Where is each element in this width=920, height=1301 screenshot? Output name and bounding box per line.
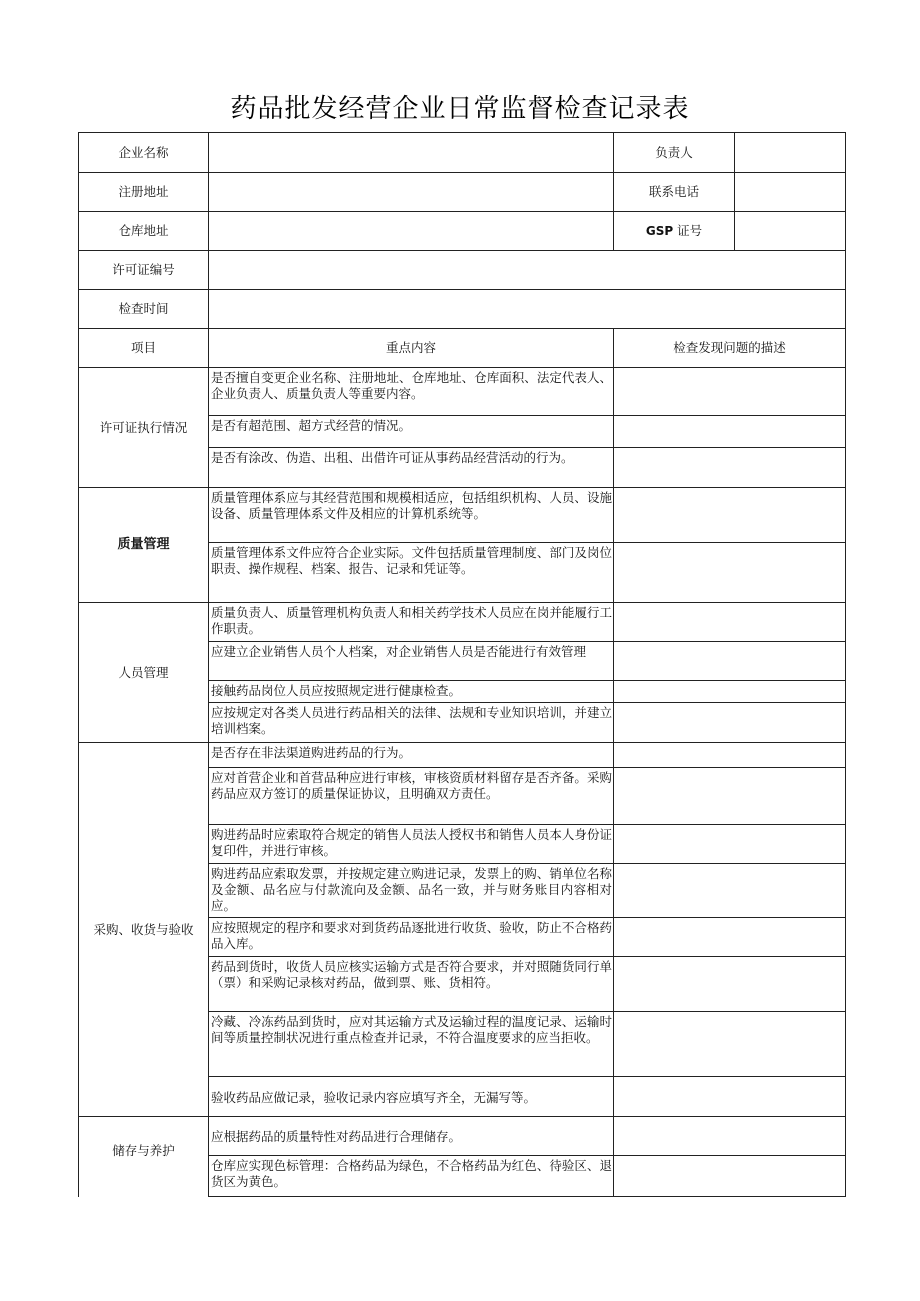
finding-field[interactable]	[614, 368, 846, 416]
check-item: 购进药品应索取发票，并按规定建立购进记录，发票上的购、销单位名称及金额、品名应与付款流向及金额、品名一致，并与财务账目内容相对应。	[209, 864, 614, 918]
company-name-field[interactable]	[209, 133, 614, 173]
finding-field[interactable]	[614, 603, 846, 642]
check-item: 应对首营企业和首营品种应进行审核，审核资质材料留存是否齐备。采购药品应双方签订的质量保证协议，且明确双方责任。	[209, 768, 614, 825]
check-item: 是否擅自变更企业名称、注册地址、仓库地址、仓库面积、法定代表人、企业负责人、质量负责人等重要内容。	[209, 368, 614, 416]
finding-field[interactable]	[614, 681, 846, 703]
category-personnel-management: 人员管理	[79, 603, 209, 743]
label-inspection-time: 检查时间	[79, 290, 209, 329]
finding-field[interactable]	[614, 825, 846, 864]
license-number-field[interactable]	[209, 251, 846, 290]
check-item: 质量管理体系文件应符合企业实际。文件包括质量管理制度、部门及岗位职责、操作规程、档案、报告、记录和凭证等。	[209, 543, 614, 603]
check-item: 应按照规定的程序和要求对到货药品逐批进行收货、验收，防止不合格药品入库。	[209, 918, 614, 957]
warehouse-address-field[interactable]	[209, 212, 614, 251]
category-purchasing-receiving: 采购、收货与验收	[79, 743, 209, 1117]
check-item: 接触药品岗位人员应按照规定进行健康检查。	[209, 681, 614, 703]
column-header-key-content: 重点内容	[209, 329, 614, 368]
label-company-name: 企业名称	[79, 133, 209, 173]
gsp-prefix: GSP	[645, 224, 674, 238]
label-phone: 联系电话	[614, 173, 735, 212]
finding-field[interactable]	[614, 703, 846, 743]
label-gsp-number	[614, 212, 735, 251]
check-item: 质量管理体系应与其经营范围和规模相适应，包括组织机构、人员、设施设备、质量管理体系文件及相应的计算机系统等。	[209, 488, 614, 543]
finding-field[interactable]	[614, 416, 846, 448]
document-title: 药品批发经营企业日常监督检查记录表	[230, 94, 690, 124]
finding-field[interactable]	[614, 743, 846, 768]
category-license-execution: 许可证执行情况	[79, 368, 209, 488]
check-item: 冷藏、冷冻药品到货时，应对其运输方式及运输过程的温度记录、运输时间等质量控制状况进行重点检查并记录，不符合温度要求的应当拒收。	[209, 1012, 614, 1077]
finding-field[interactable]	[614, 918, 846, 957]
finding-field[interactable]	[614, 488, 846, 543]
finding-field[interactable]	[614, 1077, 846, 1117]
category-storage-maintenance	[79, 1117, 209, 1197]
finding-field[interactable]	[614, 1012, 846, 1077]
check-item: 应建立企业销售人员个人档案，对企业销售人员是否能进行有效管理	[209, 642, 614, 681]
finding-field[interactable]	[614, 957, 846, 1012]
column-header-findings: 检查发现问题的描述	[614, 329, 846, 368]
label-registered-address: 注册地址	[79, 173, 209, 212]
check-item: 应按规定对各类人员进行药品相关的法律、法规和专业知识培训，并建立培训档案。	[209, 703, 614, 743]
finding-field[interactable]	[614, 1117, 846, 1156]
finding-field[interactable]	[614, 543, 846, 603]
check-item: 购进药品时应索取符合规定的销售人员法人授权书和销售人员本人身份证复印件，并进行审核。	[209, 825, 614, 864]
finding-field[interactable]	[614, 768, 846, 825]
category-quality-management: 质量管理	[79, 488, 209, 603]
check-item: 药品到货时，收货人员应核实运输方式是否符合要求，并对照随货同行单（票）和采购记录核对药品，做到票、账、货相符。	[209, 957, 614, 1012]
category-storage-label: 储存与养护	[112, 1142, 175, 1158]
label-license-number: 许可证编号	[79, 251, 209, 290]
check-item: 应根据药品的质量特性对药品进行合理储存。	[209, 1117, 614, 1156]
finding-field[interactable]	[614, 864, 846, 918]
registered-address-field[interactable]	[209, 173, 614, 212]
label-responsible-person: 负责人	[614, 133, 735, 173]
check-item: 是否存在非法渠道购进药品的行为。	[209, 743, 614, 768]
column-header-item: 项目	[79, 329, 209, 368]
inspection-time-field[interactable]	[209, 290, 846, 329]
inspection-table	[78, 132, 846, 1197]
gsp-suffix: 证号	[673, 223, 703, 238]
phone-field[interactable]	[735, 173, 846, 212]
label-warehouse-address: 仓库地址	[79, 212, 209, 251]
gsp-number-field[interactable]	[735, 212, 846, 251]
check-item: 是否有超范围、超方式经营的情况。	[209, 416, 614, 448]
finding-field[interactable]	[614, 448, 846, 488]
finding-field[interactable]	[614, 642, 846, 681]
check-item: 验收药品应做记录，验收记录内容应填写齐全，无漏写等。	[209, 1077, 614, 1117]
check-item: 仓库应实现色标管理：合格药品为绿色，不合格药品为红色、待验区、退货区为黄色。	[209, 1156, 614, 1197]
responsible-person-field[interactable]	[735, 133, 846, 173]
check-item: 是否有涂改、伪造、出租、出借许可证从事药品经营活动的行为。	[209, 448, 614, 488]
check-item: 质量负责人、质量管理机构负责人和相关药学技术人员应在岗并能履行工作职责。	[209, 603, 614, 642]
finding-field[interactable]	[614, 1156, 846, 1197]
